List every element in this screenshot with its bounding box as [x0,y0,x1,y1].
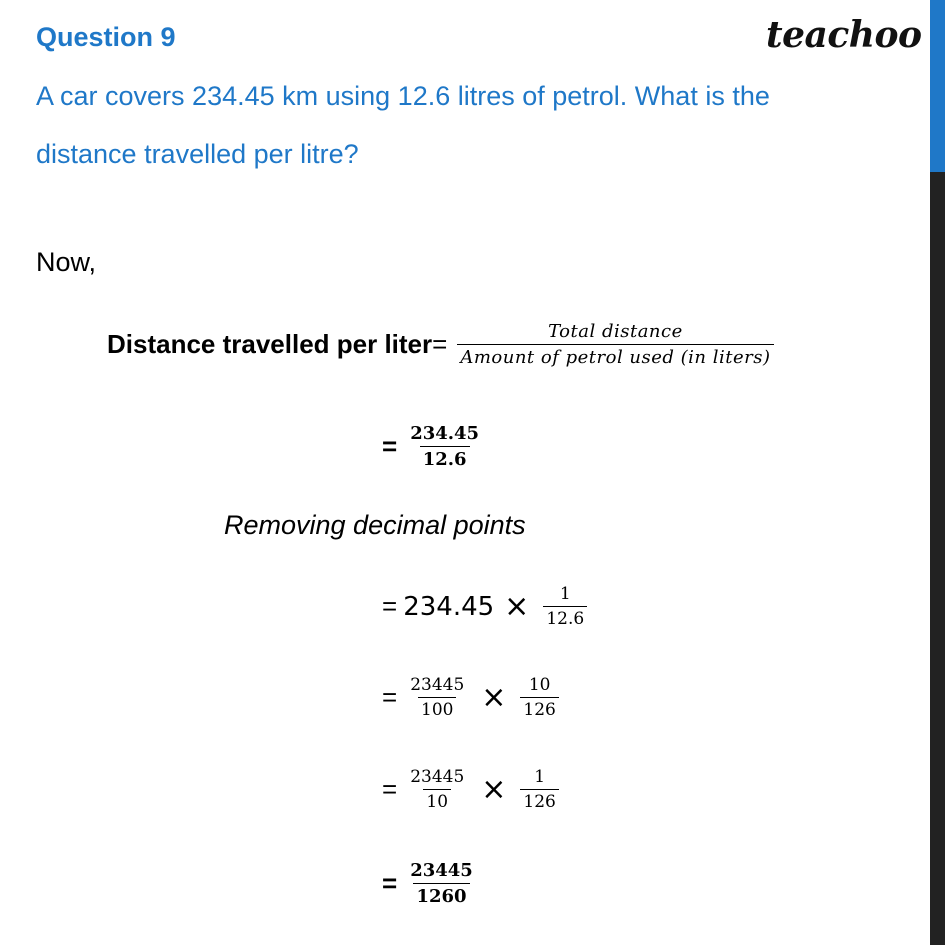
step5-numerator: 23445 [410,860,473,881]
step1-numerator: 234.45 [410,423,480,444]
step5-denominator: 1260 [413,883,469,907]
step3-numerator2: 10 [528,675,551,695]
formula-numerator: Total distance [548,321,683,342]
step3-denominator1: 100 [418,697,456,720]
step5-equals: = [382,868,398,898]
step2-row [382,584,591,629]
step3-numerator1: 23445 [410,675,465,695]
step3-equals: = [382,682,398,712]
step3-fraction2 [520,675,558,720]
sidebar-accent [930,0,945,172]
step1-denominator: 12.6 [420,446,470,470]
formula-row [107,321,778,368]
now-label: Now, [36,247,97,277]
formula-denominator: Amount of petrol used (in liters) [457,344,773,368]
step1-fraction [407,423,482,470]
removing-decimal-note: Removing decimal points [224,510,526,540]
step4-denominator2: 126 [520,789,558,812]
step4-numerator1: 23445 [410,767,465,787]
step1-equals: = [382,431,398,461]
step5-fraction [407,860,476,907]
step4-fraction2 [520,767,558,812]
step4-times: × [481,772,507,807]
step5-row [382,860,480,907]
step2-numerator: 1 [559,584,571,604]
step3-row [382,675,563,720]
step4-fraction1 [407,767,467,812]
step3-fraction1 [407,675,467,720]
step3-times: × [481,680,507,715]
step2-value: 234.45 [403,591,495,622]
formula-label: Distance travelled per liter [107,329,433,359]
step1-row [382,423,486,470]
question-text-line1: A car covers 234.45 km using 12.6 litres of petrol. What is the [36,81,770,111]
step2-equals: = [382,591,398,621]
step4-equals: = [382,774,398,804]
step4-denominator1: 10 [423,789,451,812]
formula-fraction [457,321,773,368]
step3-denominator2: 126 [520,697,558,720]
teachoo-logo: teachoo [766,14,922,56]
formula-equals: = [432,329,448,359]
question-text-line2: distance travelled per litre? [36,139,359,169]
step2-times: × [504,589,530,624]
question-title: Question 9 [36,22,176,52]
step4-numerator2: 1 [534,767,546,787]
step2-denominator: 12.6 [543,606,587,629]
step4-row [382,767,563,812]
step2-fraction [543,584,587,629]
